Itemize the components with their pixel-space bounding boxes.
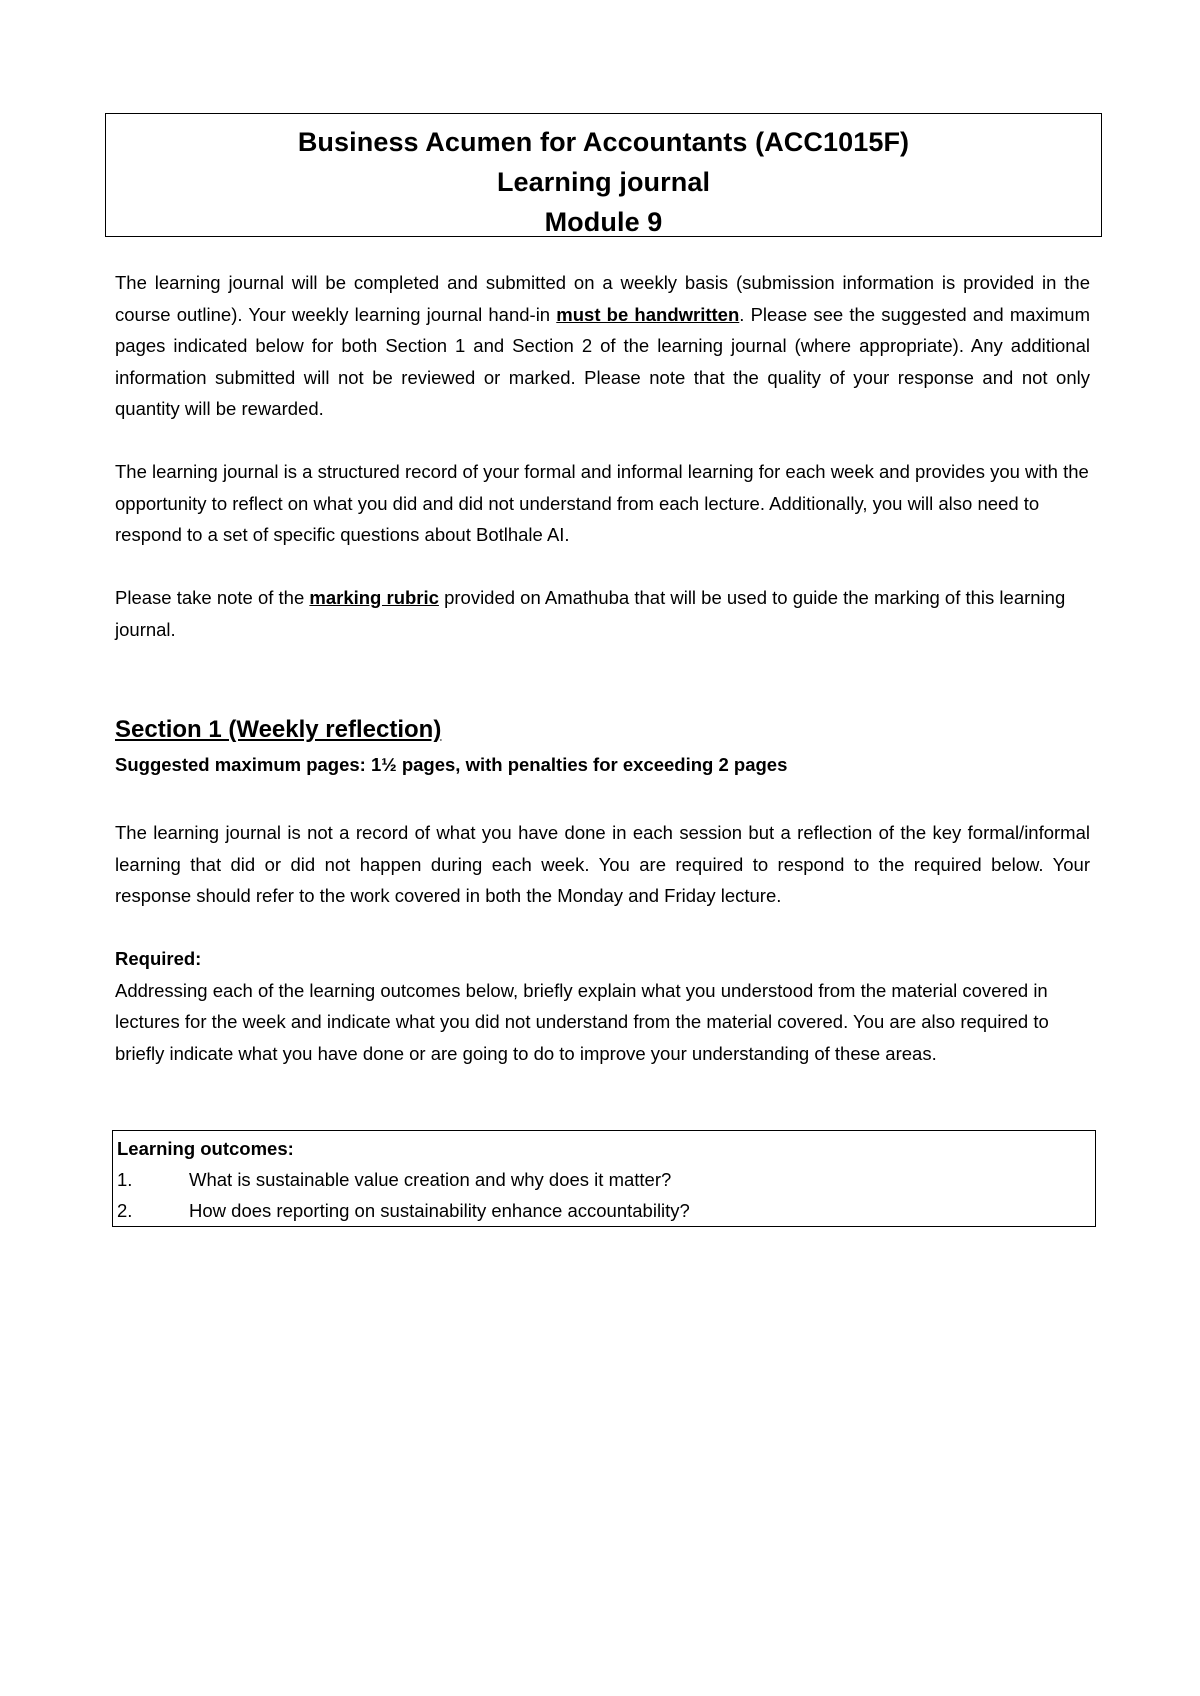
intro-p1-start: The learning journal will be completed and submitted on a weekly basis (submission information is provided in the course outline). Your weekly learning journal hand-in [115,272,1090,325]
outcome-text: How does reporting on sustainability enhance accountability? [189,1200,690,1221]
intro-p1-end: . Please see the suggested and maximum pages indicated below for both Section 1 and Section 2 of the learning journal (where appropriate). Any additional information submitted will not be reviewed or marked. Please note that the quality of your response and not only quantity will be rewarded. [115,303,1091,419]
module-title: Module 9 [544,207,663,237]
intro-p3-start: Please take note of the [115,587,310,608]
intro-paragraph-2: The learning journal is a structured record of your formal and informal learning for each week and provides you with the opportunity to reflect on what you did and did not understand from each lecture. Additionally, you will also need to respond to a set of specific questions about Botlhale AI. [115,461,1089,545]
required-label: Required: [115,948,202,969]
required-block [115,943,1090,1069]
course-title: Business Acumen for Accountants (ACC1015F) [297,127,910,157]
section1-paragraph: The learning journal is not a record of what you have done in each session but a reflection of the key formal/informal learning that did or did not happen during each week. You are required to respond to the required below. Your response should refer to the work covered in both the Monday and Friday lecture. [115,822,1090,906]
title-box [105,113,1102,237]
section1-heading: Section 1 (Weekly reflection) [115,716,442,743]
outcome-number: 2. [117,1200,133,1221]
outcome-number: 1. [117,1169,133,1190]
learning-outcomes-table [112,1130,1096,1227]
learning-outcomes-heading: Learning outcomes: [117,1138,294,1159]
section1-subheading: Suggested maximum pages: 1½ pages, with penalties for exceeding 2 pages [115,754,788,775]
table-row [113,1195,1095,1226]
intro-p3-end: provided on Amathuba that will be used to guide the marking of this learning journal. [115,587,1066,640]
required-text: Addressing each of the learning outcomes below, briefly explain what you understood from the material covered in lectures for the week and indicate what you did not understand from the material covered. You are also required to briefly indicate what you have done or are going to do to improve your understanding of these areas. [115,979,1049,1064]
intro-paragraph-3 [115,582,1090,645]
table-row [113,1164,1095,1195]
marking-rubric-link: marking rubric [309,587,439,608]
outcome-text: What is sustainable value creation and why does it matter? [189,1169,672,1190]
journal-title: Learning journal [496,167,711,197]
handwritten-emphasis: must be handwritten [556,303,740,325]
intro-paragraph-1 [115,267,1090,425]
